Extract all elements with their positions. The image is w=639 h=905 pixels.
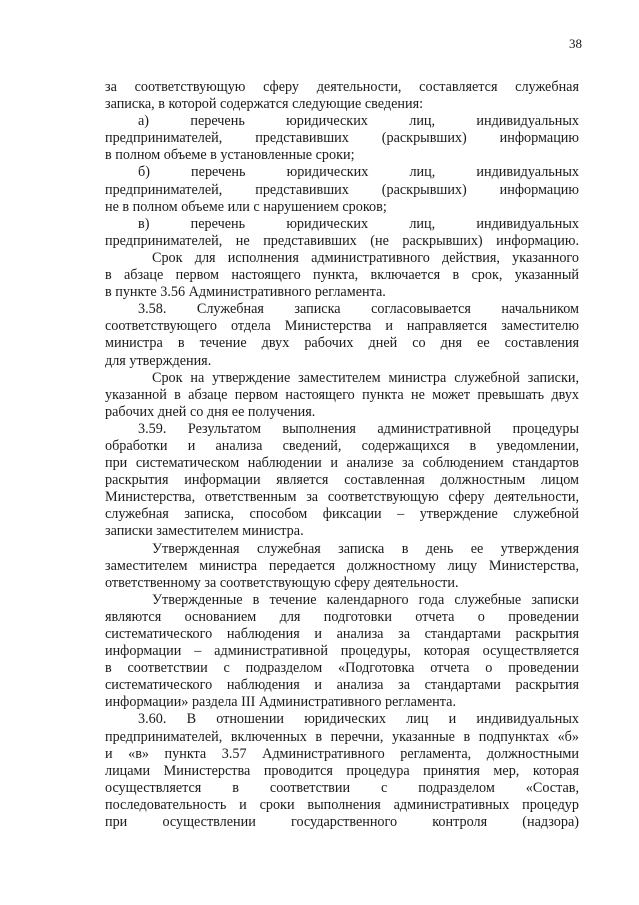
text-line: в полном объеме в установленные сроки; [105, 147, 355, 164]
text-line: записка, в которой содержатся следующие сведения: [105, 96, 424, 113]
text-line: 3.60. В отношении юридических лиц и индивидуальных [138, 711, 579, 728]
text-line: служебная записка, способом фиксации – утверждение служебной [105, 506, 579, 523]
text-line: рабочих дней со дня ее получения. [105, 403, 316, 420]
text-line: Утвержденные в течение календарного года служебные записки [152, 591, 579, 608]
text-line: осуществляется в соответствии с подразделом «Состав, [105, 779, 579, 796]
text-line: информации – административной процедуры, которая осуществляется [105, 643, 579, 660]
text-line: систематического наблюдения и анализа за стандартами раскрытия [105, 677, 579, 694]
text-line: а) перечень юридических лиц, индивидуальных [138, 113, 579, 130]
text-line: 3.58. Служебная записка согласовывается начальником [138, 301, 579, 318]
text-line: Срок на утверждение заместителем министра служебной записки, [152, 369, 579, 386]
text-line: предпринимателей, представивших (раскрывших) информацию [105, 130, 579, 147]
text-line: Утвержденная служебная записка в день ее утверждения [152, 540, 579, 557]
text-line: заместителем министра передается должностному лицу Министерства, [105, 557, 579, 574]
text-line: министра в течение двух рабочих дней со дня ее составления [105, 335, 579, 352]
body-text [105, 79, 579, 831]
text-line: раскрытия информации является составленная должностным лицом [105, 472, 579, 489]
text-line: б) перечень юридических лиц, индивидуальных [138, 164, 579, 181]
text-line: информации» раздела III Административного регламента. [105, 694, 456, 711]
text-line: за соответствующую сферу деятельности, составляется служебная [105, 79, 579, 95]
text-line: последовательность и сроки выполнения административных процедур [105, 796, 579, 813]
text-line: обработки и анализа сведений, содержащихся в уведомлении, [105, 437, 579, 454]
text-line: лицами Министерства проводится процедура принятия мер, которая [105, 762, 579, 779]
text-line: соответствующего отдела Министерства и направляется заместителю [105, 318, 579, 335]
text-line: в абзаце первом настоящего пункта, включается в срок, указанный [105, 267, 579, 284]
text-line: Министерства, ответственным за соответствующую сферу деятельности, [105, 489, 579, 506]
text-line: не в полном объеме или с нарушением сроков; [105, 198, 387, 215]
text-line: предпринимателей, включенных в перечни, указанные в подпунктах «б» [105, 728, 579, 745]
text-line: предпринимателей, не представивших (не раскрывших) информацию. [105, 232, 579, 249]
text-line: Срок для исполнения административного действия, указанного [152, 249, 579, 266]
text-line: систематического наблюдения и анализа за стандартами раскрытия [105, 626, 579, 642]
page-number: 38 [569, 36, 582, 51]
text-line: при осуществлении государственного контроля (надзора) [105, 814, 579, 831]
text-line: 3.59. Результатом выполнения административной процедуры [138, 420, 579, 437]
text-line: предпринимателей, представивших (раскрывших) информацию [105, 181, 579, 198]
text-line: и «в» пункта 3.57 Административного регламента, должностными [105, 745, 579, 762]
text-line: в соответствии с подразделом «Подготовка отчета о проведении [105, 660, 579, 677]
text-line: при систематическом наблюдении и анализе за соблюдением стандартов [105, 455, 579, 472]
text-line: указанной в абзаце первом настоящего пункта не может превышать двух [105, 386, 579, 403]
text-line: для утверждения. [105, 352, 212, 369]
text-line: ответственному за соответствующую сферу деятельности. [105, 574, 459, 591]
text-line: в) перечень юридических лиц, индивидуальных [138, 215, 579, 232]
text-line: записки заместителем министра. [105, 523, 304, 540]
text-line: являются основанием для подготовки отчета о проведении [105, 608, 579, 625]
text-line: в пункте 3.56 Административного регламента. [105, 284, 386, 301]
